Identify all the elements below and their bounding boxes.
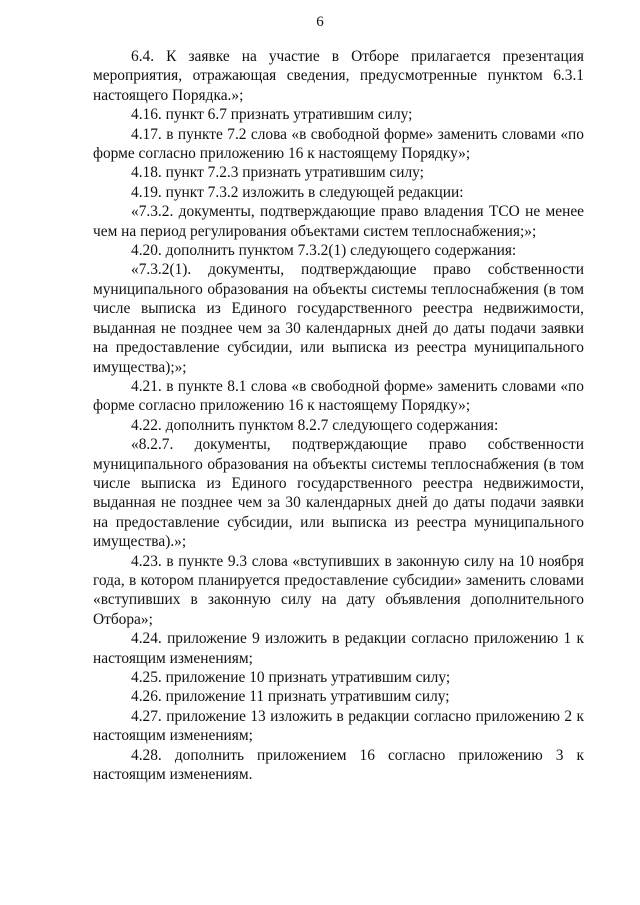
paragraph-4-27: 4.27. приложение 13 изложить в редакции согласно приложению 2 к настоящим изменениям; xyxy=(93,707,584,745)
paragraph-4-22: 4.22. дополнить пунктом 8.2.7 следующего содержания: xyxy=(131,416,499,434)
paragraph-4-19: 4.19. пункт 7.3.2 изложить в следующей редакции: xyxy=(131,183,464,201)
paragraph-4-21: 4.21. в пункте 8.1 слова «в свободной форме» заменить словами «по форме согласно приложению 16 к настоящему Порядку»; xyxy=(93,377,584,415)
paragraph-4-16: 4.16. пункт 6.7 признать утратившим силу; xyxy=(131,106,413,124)
paragraph-7-3-2-quote: «7.3.2. документы, подтверждающие право владения ТСО не менее чем на период регулирования объектами систем теплоснабжения;»; xyxy=(93,203,584,240)
paragraph-4-26: 4.26. приложение 11 признать утратившим силу; xyxy=(131,688,450,706)
paragraph-4-28: 4.28. дополнить приложением 16 согласно приложению 3 к настоящим изменениям. xyxy=(93,746,584,784)
paragraph-4-25: 4.25. приложение 10 признать утратившим силу; xyxy=(131,669,451,686)
paragraph-4-20: 4.20. дополнить пунктом 7.3.2(1) следующего содержания: xyxy=(131,242,517,260)
page-number: 6 xyxy=(316,14,324,30)
paragraph-4-17: 4.17. в пункте 7.2 слова «в свободной форме» заменить словами «по форме согласно приложению 16 к настоящему Порядку»; xyxy=(93,125,584,163)
paragraph-4-23: 4.23. в пункте 9.3 слова «вступивших в законную силу на 10 ноября года, в котором планируется предоставление субсидии» заменить словами «вступивших в законную силу на дату объявления дополнительного Отбора»; xyxy=(93,552,584,628)
paragraph-8-2-7-quote: «8.2.7. документы, подтверждающие право собственности муниципального образования на объекты системы теплоснабжения (в том числе выписка из Единого государственного реестра недвижимости, выданная не позднее чем за 30 календарных дней до даты подачи заявки на предоставление субсидии, или выписка из реестра муниципального имущества).»; xyxy=(93,436,584,551)
paragraph-7-3-2-1-quote: «7.3.2(1). документы, подтверждающие право собственности муниципального образования на объекты системы теплоснабжения (в том числе выписка из Единого государственного реестра недвижимости, выданная не позднее чем за 30 календарных дней до даты подачи заявки на предоставление субсидии, или выписка из реестра муниципального имущества);»; xyxy=(93,261,584,376)
paragraph-6-4: 6.4. К заявке на участие в Отборе прилагается презентация мероприятия, отражающая сведения, предусмотренные пунктом 6.3.1 настоящего Порядка.»; xyxy=(93,48,584,104)
document-body xyxy=(93,47,584,784)
paragraph-4-18: 4.18. пункт 7.2.3 признать утратившим силу; xyxy=(131,164,424,182)
paragraph-4-24: 4.24. приложение 9 изложить в редакции согласно приложению 1 к настоящим изменениям; xyxy=(93,630,584,667)
